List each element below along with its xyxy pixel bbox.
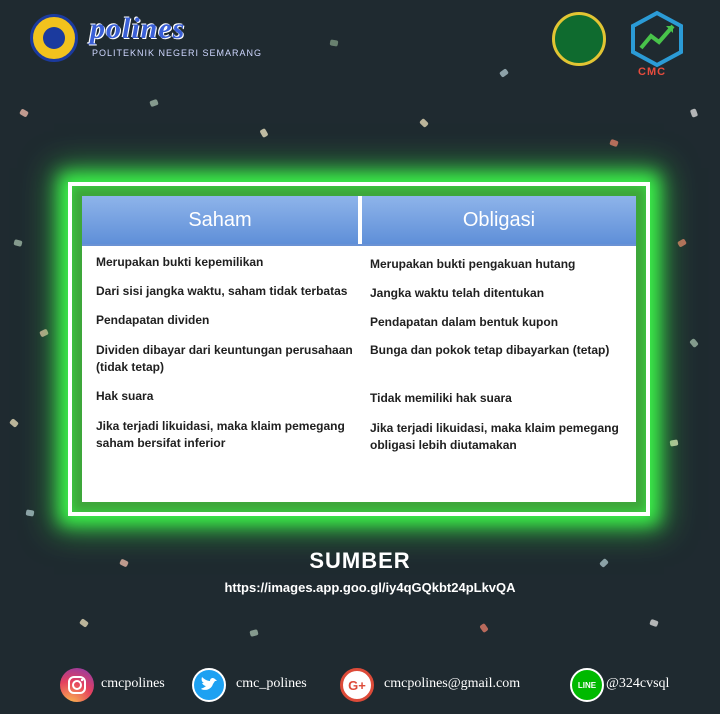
source-title: SUMBER [309, 548, 411, 573]
saham-cell: Merupakan bukti kepemilikan [96, 255, 264, 269]
organization-emblem-logo [552, 12, 606, 66]
confetti-piece [9, 418, 19, 428]
twitter-bird-icon [200, 677, 218, 693]
saham-cell: Hak suara [96, 389, 154, 403]
twitter-icon[interactable] [192, 668, 226, 702]
confetti-piece [79, 618, 89, 628]
confetti-piece [677, 238, 687, 247]
confetti-piece [19, 108, 29, 117]
twitter-handle[interactable]: cmc_polines [236, 676, 307, 691]
line-id[interactable]: @324cvsql [606, 676, 670, 691]
obligasi-cell: Pendapatan dalam bentuk kupon [370, 315, 559, 329]
saham-cell: Jika terjadi likuidasi, maka klaim pemegang saham bersifat inferior [96, 419, 345, 450]
obligasi-cell: Jangka waktu telah ditentukan [370, 286, 545, 300]
google-plus-icon[interactable]: G+ [340, 668, 374, 702]
polines-logo-text: polines [90, 12, 186, 45]
confetti-piece [479, 623, 489, 633]
polines-emblem-logo [30, 14, 78, 62]
saham-cell: Pendapatan dividen [96, 313, 210, 327]
polines-subtitle: POLITEKNIK NEGERI SEMARANG [92, 48, 263, 58]
confetti-piece [149, 99, 159, 107]
obligasi-cell: Merupakan bukti pengakuan hutang [370, 257, 576, 271]
confetti-piece [690, 108, 698, 118]
confetti-piece [689, 338, 699, 348]
column-header-obligasi: Obligasi [462, 209, 536, 231]
column-header-saham: Saham [188, 209, 252, 231]
instagram-glyph-icon [67, 675, 87, 695]
email-address[interactable]: cmcpolines@gmail.com [384, 676, 521, 691]
line-icon[interactable]: LINE [570, 668, 604, 702]
confetti-piece [26, 509, 35, 516]
obligasi-cell: Bunga dan pokok tetap dibayarkan (tetap) [370, 343, 610, 357]
confetti-piece [419, 118, 429, 128]
table-header [82, 196, 636, 246]
confetti-piece [249, 629, 258, 637]
confetti-piece [13, 239, 22, 247]
confetti-piece [670, 439, 679, 446]
header [0, 0, 720, 90]
confetti-piece [259, 128, 268, 138]
cmc-logo-icon [628, 10, 686, 68]
source-link[interactable]: https://images.app.goo.gl/iy4qGQkbt24pLkvQA [224, 580, 516, 595]
confetti-piece [649, 619, 659, 627]
social-footer [0, 664, 720, 708]
obligasi-cell: Tidak memiliki hak suara [370, 391, 512, 405]
confetti-piece [39, 329, 49, 338]
comparison-table [82, 196, 636, 502]
cmc-logo-text: CMC [638, 66, 667, 78]
comparison-panel [68, 182, 650, 516]
saham-cell: Dividen dibayar dari keuntungan perusahaan (tidak tetap) [96, 343, 353, 374]
instagram-icon[interactable] [60, 668, 94, 702]
obligasi-cell: Jika terjadi likuidasi, maka klaim pemegang obligasi lebih diutamakan [370, 421, 619, 452]
confetti-piece [609, 139, 619, 147]
instagram-handle[interactable]: cmcpolines [101, 676, 165, 691]
saham-cell: Dari sisi jangka waktu, saham tidak terbatas [96, 284, 348, 298]
